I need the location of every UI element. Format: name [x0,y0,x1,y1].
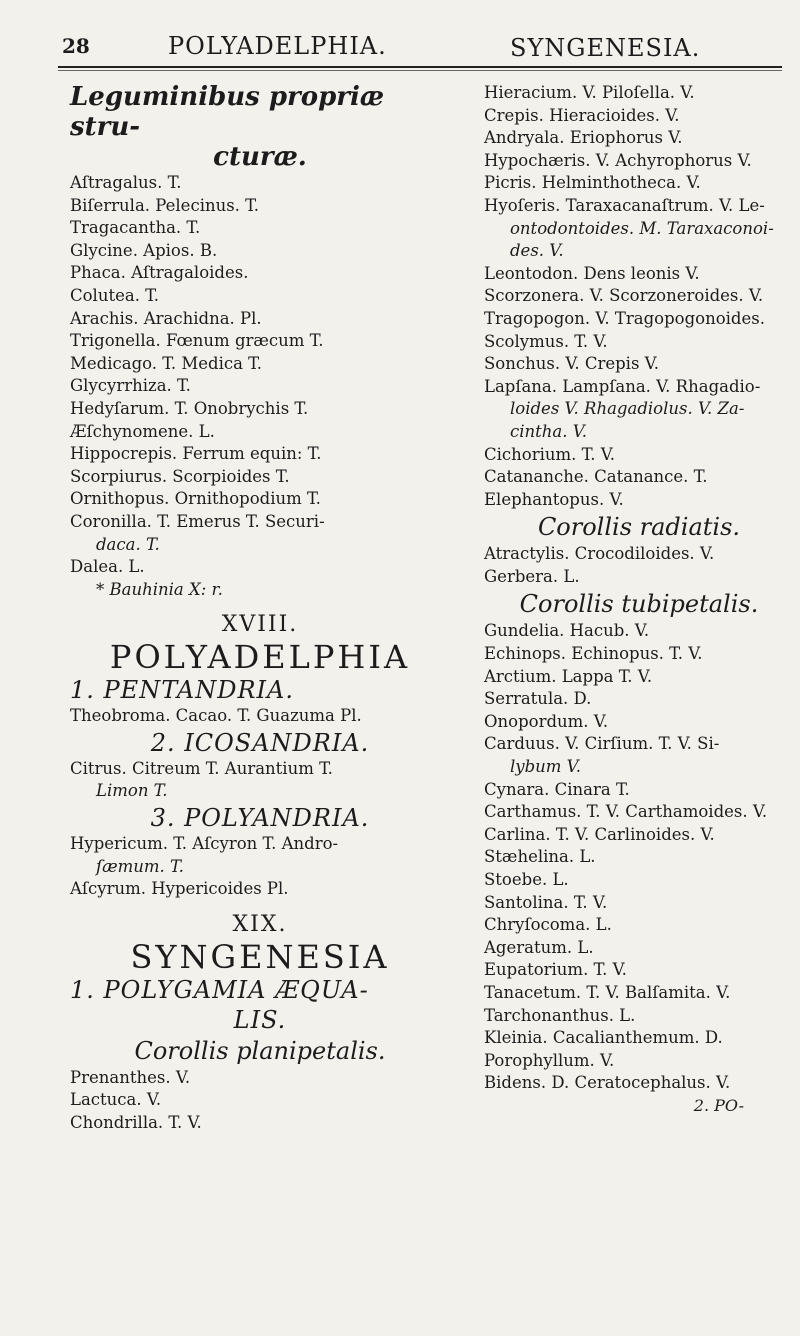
section-heading: Leguminibus propriæ stru- [70,82,385,142]
genus-line: Stoebe. L. [484,870,569,889]
genus-line: Colutea. T. [70,285,160,305]
genus-line: Medicago. T. Medica T. [70,353,262,373]
order-heading: 1. POLYGAMIA ÆQUA- [70,975,369,1004]
genus-line-cont: des. V. [510,241,564,261]
order-heading-cont: LIS. [233,1005,287,1034]
genus-line: Catananche. Catanance. T. [484,467,708,487]
genus-line: Kleinia. Cacalianthemum. D. [484,1028,723,1048]
genus-line: Biſerrula. Pelecinus. T. [70,195,260,215]
group-heading: Corollis tubipetalis. [519,590,759,619]
genus-line: Gundelia. Hacub. V. [484,621,650,641]
genus-line: Æſchynomene. L. [70,421,215,441]
running-head [0,30,800,66]
genus-line: Gerbera. L. [484,566,580,586]
genus-line: Stæhelina. L. [484,847,596,867]
genus-line: Ornithopus. Ornithopodium T. [70,489,321,509]
genus-line: Atractylis. Crocodiloides. V. [484,544,715,564]
page-number: 28 [62,34,90,58]
genus-line: Citrus. Citreum T. Aurantium T. [70,758,333,778]
running-title-left: POLYADELPHIA. [168,32,387,60]
genus-line-cont: daca. T. [96,534,160,554]
genus-line: Tragopogon. V. Tragopogonoides. [484,308,765,328]
header-rule-thin [58,70,782,71]
genus-line: Tragacantha. T. [70,218,201,238]
genus-line: Sonchus. V. Crepis V. [484,354,659,374]
genus-line: Serratula. D. [484,689,592,709]
genus-line: Glycine. Apios. B. [70,240,218,260]
genus-line: Santolina. T. V. [484,892,608,912]
genus-line-cont: cintha. V. [510,421,588,441]
genus-line: Carlina. T. V. Carlinoides. V. [484,824,715,844]
genus-line: Cichorium. T. V. [484,444,615,464]
genus-line: Chryſocoma. L. [484,915,612,935]
genus-line: Dalea. L. [70,557,145,577]
genus-line: Echinops. Echinopus. T. V. [484,644,703,664]
order-heading: 1. PENTANDRIA. [70,676,294,705]
genus-line: Arctium. Lappa T. V. [484,666,653,686]
class-number: XVIII. [221,612,299,638]
genus-line: Tarchonanthus. L. [484,1005,636,1025]
genus-line: Hippocrepis. Ferrum equin: T. [70,444,322,464]
genus-line-cont: loides V. Rhagadiolus. V. Za- [510,399,745,419]
section-heading-cont: cturæ. [213,142,307,172]
genus-line: Ageratum. L. [484,937,594,957]
genus-line: Onopordum. V. [484,711,609,731]
genus-line: Scolymus. T. V. [484,331,608,351]
genus-line: Prenanthes. V. [70,1067,191,1087]
genus-line: Porophyllum. V. [484,1050,615,1070]
genus-line: Glycyrrhiza. T. [70,376,191,396]
genus-line: Picris. Helminthotheca. V. [484,173,701,193]
genus-line: Scorzonera. V. Scorzoneroides. V. [484,286,764,306]
genus-line: Phaca. Aſtragaloides. [70,263,249,283]
genus-line: Theobroma. Cacao. T. Guazuma Pl. [70,706,362,726]
order-heading: 2. ICOSANDRIA. [150,728,370,757]
genus-line: Carduus. V. Cirſium. T. V. Si- [484,734,720,754]
genus-line: Aſcyrum. Hypericoides Pl. [70,879,289,899]
genus-line: Trigonella. Fœnum græcum T. [70,331,324,351]
genus-line: Aſtragalus. T. [70,173,182,192]
class-name: SYNGENESIA [130,937,390,976]
genus-line: Coronilla. T. Emerus T. Securi- [70,511,325,531]
genus-line-cont: ontodontoides. M. Taraxaconoi- [510,218,774,238]
genus-line-cont: lybum V. [510,757,581,777]
right-column [484,82,784,1117]
genus-line: Scorpiurus. Scorpioides T. [70,466,290,486]
genus-line: Hieracium. V. Piloſella. V. [484,83,695,102]
genus-line: * Bauhinia X: r. [96,579,223,599]
genus-line: Arachis. Arachidna. Pl. [70,308,262,328]
genus-line: Leontodon. Dens leonis V. [484,263,700,283]
class-name: POLYADELPHIA [109,638,411,677]
genus-line: Hypericum. T. Aſcyron T. Andro- [70,834,339,854]
genus-line: Hypochæris. V. Achyrophorus V. [484,150,752,170]
genus-line: Andryala. Eriophorus V. [484,128,683,148]
genus-line: Hyoſeris. Taraxacanaſtrum. V. Le- [484,195,765,215]
genus-line: Lactuca. V. [70,1090,162,1110]
header-rule [58,66,782,68]
group-heading: Corollis radiatis. [537,513,741,542]
genus-line: Hedyſarum. T. Onobrychis T. [70,398,309,418]
genus-line: Bidens. D. Ceratocephalus. V. [484,1073,731,1093]
genus-line: Lapſana. Lampſana. V. Rhagadio- [484,376,761,396]
genus-line: Cynara. Cinara T. [484,779,630,799]
genus-line-cont: Limon T. [96,781,168,801]
left-column [70,82,450,1135]
genus-line: Chondrilla. T. V. [70,1113,202,1133]
genus-line: Tanacetum. T. V. Balſamita. V. [484,982,731,1002]
genus-line-cont: ſæmum. T. [96,856,184,876]
genus-line: Eupatorium. T. V. [484,960,627,980]
running-title-right: SYNGENESIA. [510,34,701,62]
genus-line: Crepis. Hieracioides. V. [484,105,680,125]
catchword: 2. PO- [693,1095,744,1115]
order-heading: 3. POLYANDRIA. [150,804,370,833]
class-number: XIX. [232,911,288,937]
group-heading: Corollis planipetalis. [134,1036,386,1065]
genus-line: Carthamus. T. V. Carthamoides. V. [484,802,768,822]
genus-line: Elephantopus. V. [484,489,624,509]
